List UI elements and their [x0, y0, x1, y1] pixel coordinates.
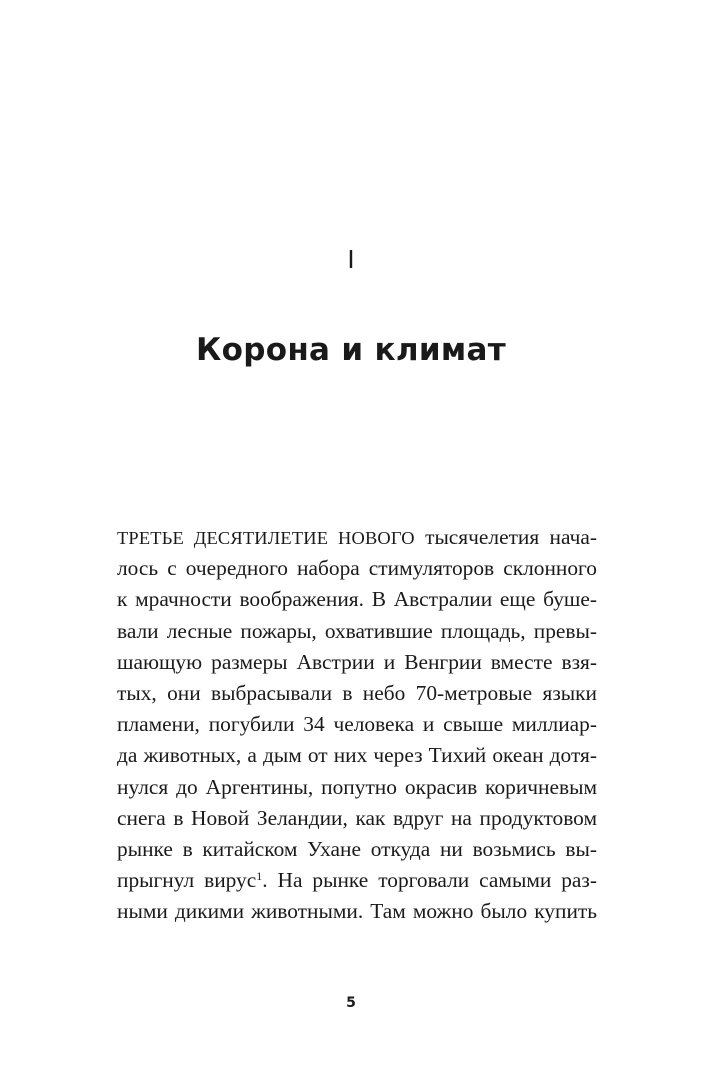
page-number: 5 — [346, 995, 356, 1011]
text-line-with-footnote — [117, 865, 597, 896]
chapter-title: Корона и климат — [196, 332, 506, 368]
part-number: I — [347, 244, 355, 274]
body-paragraph — [117, 522, 597, 927]
footnote-marker[interactable]: 1 — [256, 869, 263, 884]
text-segment: На рынке торговали самыми раз- — [267, 868, 597, 893]
text-line: лось с очередного набора стимуляторов склонного — [117, 556, 597, 581]
text-line: рынке в китайском Ухане откуда ни возьмись вы- — [117, 836, 597, 861]
text-line: пламени, погубили 34 человека и свыше миллиар- — [117, 712, 597, 737]
text-segment: . — [262, 868, 268, 893]
text-line: ными дикими животными. Там можно было купить — [117, 899, 597, 924]
text-line: да животных, а дым от них через Тихий океан дотя- — [117, 743, 597, 768]
text-line: шающую размеры Австрии и Венгрии вместе взя- — [117, 649, 597, 674]
text-line: ТРЕТЬЕ ДЕСЯТИЛЕТИЕ НОВОГО тысячелетия нача- — [117, 525, 597, 549]
text-line: нулся до Аргентины, попутно окрасив коричневым — [117, 774, 597, 799]
run-in-caps: ТРЕТЬЕ ДЕСЯТИЛЕТИЕ НОВОГО — [117, 528, 415, 548]
text-line: тых, они выбрасывали в небо 70-метровые языки — [117, 680, 597, 705]
text-line: снега в Новой Зеландии, как вдруг на продуктовом — [117, 805, 597, 830]
text-line: к мрачности воображения. В Австралии еще буше- — [117, 587, 597, 612]
text-segment: прыгнул вирус — [117, 868, 257, 893]
text-line: вали лесные пожары, охватившие площадь, превы- — [117, 618, 597, 643]
